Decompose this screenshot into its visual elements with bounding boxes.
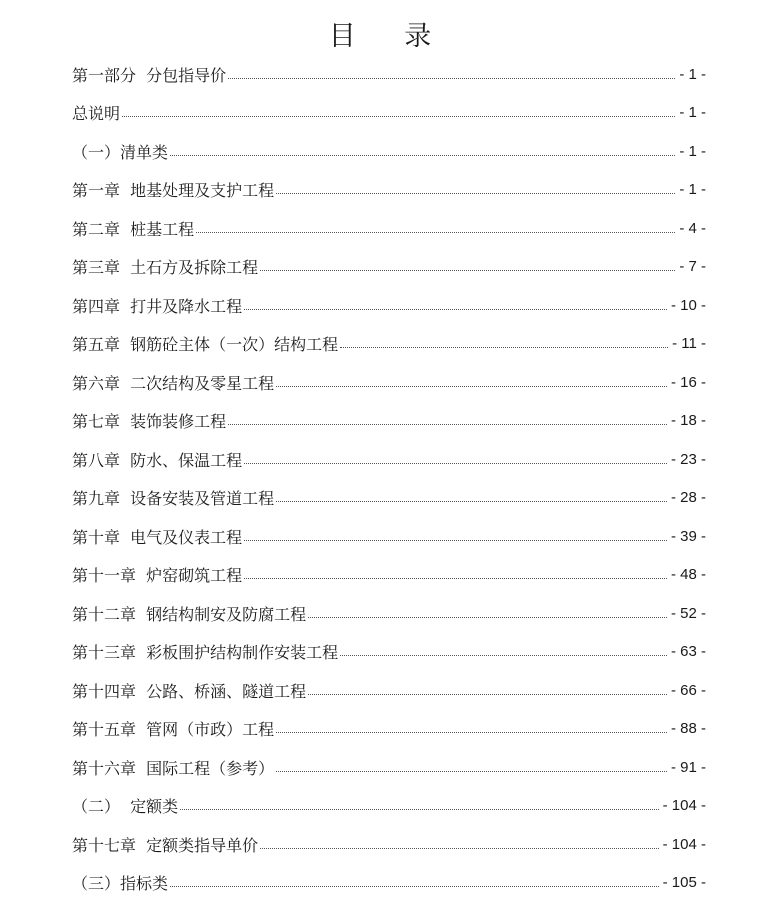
toc-entry-page: - 104 -: [663, 836, 706, 853]
dot-leader: [276, 193, 675, 194]
toc-entry-label: 第十三章 彩板围护结构制作安装工程: [72, 640, 338, 663]
toc-entry-label: 第一章 地基处理及支护工程: [72, 178, 274, 201]
dot-leader: [244, 578, 667, 579]
toc-entry[interactable]: [72, 864, 706, 902]
dot-leader: [276, 501, 667, 502]
dot-leader: [244, 540, 667, 541]
dot-leader: [244, 463, 667, 464]
dot-leader: [308, 617, 667, 618]
toc-entry-page: - 91 -: [671, 759, 706, 776]
toc-entry[interactable]: [72, 248, 706, 287]
toc-entry[interactable]: [72, 710, 706, 749]
dot-leader: [308, 694, 667, 695]
toc-entry-page: - 39 -: [671, 528, 706, 545]
toc-entry[interactable]: [72, 171, 706, 210]
dot-leader: [180, 809, 658, 810]
toc-entry-label: 第十六章 国际工程（参考）: [72, 756, 274, 779]
toc-entry-label: 第四章 打井及降水工程: [72, 294, 242, 317]
table-of-contents: [72, 55, 706, 902]
dot-leader: [260, 270, 675, 271]
toc-entry-label: （二） 定额类: [72, 794, 178, 817]
dot-leader: [276, 771, 667, 772]
dot-leader: [244, 309, 667, 310]
toc-entry[interactable]: [72, 671, 706, 710]
toc-entry[interactable]: [72, 825, 706, 864]
toc-entry-label: 第七章 装饰装修工程: [72, 409, 226, 432]
toc-entry-page: - 66 -: [671, 682, 706, 699]
toc-entry[interactable]: [72, 479, 706, 518]
toc-entry-page: - 105 -: [663, 874, 706, 891]
dot-leader: [122, 116, 675, 117]
toc-entry-label: 第二章 桩基工程: [72, 217, 194, 240]
toc-entry[interactable]: [72, 94, 706, 133]
toc-entry[interactable]: [72, 517, 706, 556]
toc-entry-page: - 7 -: [679, 258, 706, 275]
toc-title: 目 录: [0, 14, 760, 53]
toc-entry-label: 第十五章 管网（市政）工程: [72, 717, 274, 740]
toc-entry-page: - 1 -: [679, 181, 706, 198]
toc-entry-label: 第六章 二次结构及零星工程: [72, 371, 274, 394]
toc-entry-page: - 1 -: [679, 143, 706, 160]
toc-entry-label: 第五章 钢筋砼主体（一次）结构工程: [72, 332, 338, 355]
toc-entry-label: （一）清单类: [72, 140, 168, 163]
toc-entry-page: - 63 -: [671, 643, 706, 660]
toc-entry-page: - 88 -: [671, 720, 706, 737]
toc-entry-page: - 48 -: [671, 566, 706, 583]
toc-entry[interactable]: [72, 594, 706, 633]
toc-entry-label: 第三章 土石方及拆除工程: [72, 255, 258, 278]
dot-leader: [196, 232, 675, 233]
toc-entry[interactable]: [72, 402, 706, 441]
toc-entry-page: - 11 -: [672, 335, 706, 352]
dot-leader: [340, 347, 668, 348]
dot-leader: [340, 655, 667, 656]
toc-entry-label: 第十章 电气及仪表工程: [72, 525, 242, 548]
toc-entry[interactable]: [72, 787, 706, 826]
toc-entry-page: - 4 -: [679, 220, 706, 237]
dot-leader: [170, 886, 659, 887]
toc-entry[interactable]: [72, 325, 706, 364]
toc-entry-page: - 16 -: [671, 374, 706, 391]
toc-entry[interactable]: [72, 132, 706, 171]
toc-entry[interactable]: [72, 209, 706, 248]
toc-entry-label: （三）指标类: [72, 871, 168, 894]
dot-leader: [260, 848, 658, 849]
toc-entry[interactable]: [72, 286, 706, 325]
toc-entry-page: - 28 -: [671, 489, 706, 506]
toc-entry-label: 第十一章 炉窑砌筑工程: [72, 563, 242, 586]
toc-entry-page: - 52 -: [671, 605, 706, 622]
toc-entry[interactable]: [72, 556, 706, 595]
toc-entry[interactable]: [72, 633, 706, 672]
toc-entry-page: - 23 -: [671, 451, 706, 468]
toc-entry-page: - 1 -: [679, 104, 706, 121]
toc-entry-page: - 1 -: [679, 66, 706, 83]
toc-entry-label: 第十四章 公路、桥涵、隧道工程: [72, 679, 306, 702]
toc-entry-page: - 18 -: [671, 412, 706, 429]
toc-entry[interactable]: [72, 55, 706, 94]
toc-entry-page: - 104 -: [663, 797, 706, 814]
toc-entry-label: 第一部分 分包指导价: [72, 63, 226, 86]
toc-entry[interactable]: [72, 440, 706, 479]
toc-entry[interactable]: [72, 363, 706, 402]
toc-entry-page: - 10 -: [671, 297, 706, 314]
toc-entry-label: 第十七章 定额类指导单价: [72, 833, 258, 856]
toc-entry[interactable]: [72, 748, 706, 787]
dot-leader: [170, 155, 675, 156]
toc-entry-label: 第十二章 钢结构制安及防腐工程: [72, 602, 306, 625]
toc-entry-label: 第八章 防水、保温工程: [72, 448, 242, 471]
dot-leader: [228, 424, 667, 425]
toc-entry-label: 第九章 设备安装及管道工程: [72, 486, 274, 509]
dot-leader: [228, 78, 675, 79]
dot-leader: [276, 386, 667, 387]
dot-leader: [276, 732, 667, 733]
toc-entry-label: 总说明: [72, 101, 120, 124]
